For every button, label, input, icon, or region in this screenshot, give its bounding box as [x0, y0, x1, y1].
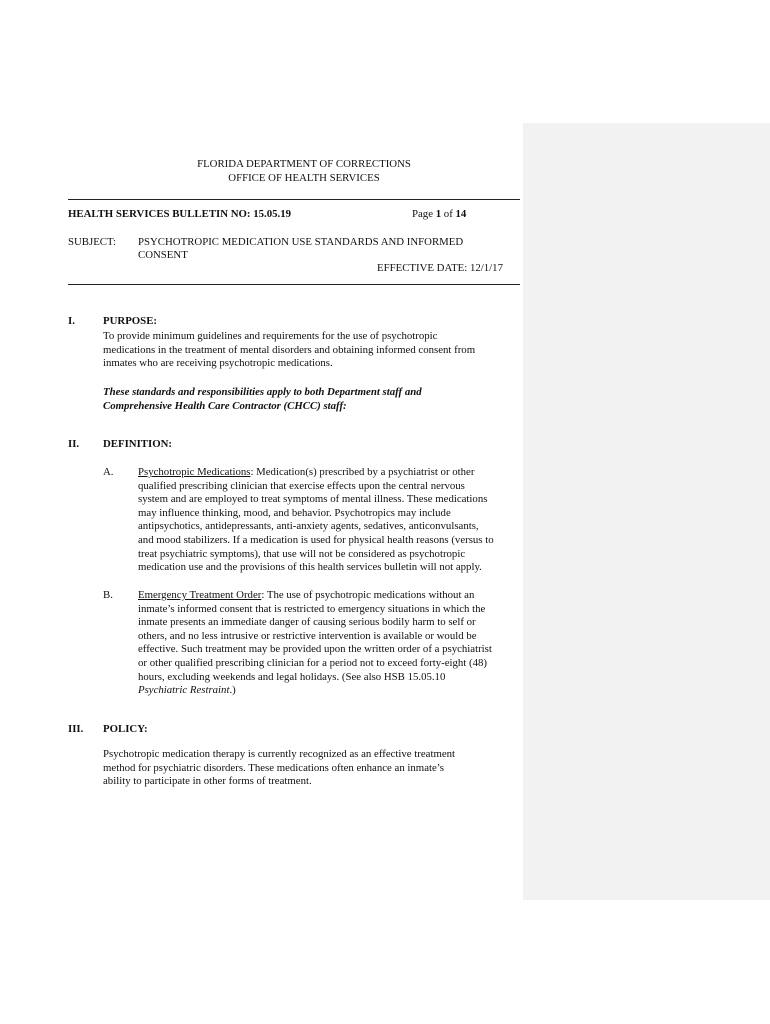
definition-a-line: medication use and the provisions of this health services bulletin will not apply.: [138, 561, 482, 574]
policy-text: [103, 748, 455, 789]
purpose-line: medications in the treatment of mental disorders and obtaining informed consent from: [103, 343, 476, 356]
definition-a-line: qualified prescribing clinician that exercise effects upon the central nervous: [138, 479, 465, 492]
definition-a-line: antipsychotics, antidepressants, anti-anxiety agents, sedatives, anticonvulsants,: [138, 520, 479, 533]
header-rule-bottom: [68, 284, 520, 285]
definition-a-text: [138, 466, 494, 575]
definition-a-line: treat psychiatric symptoms), that use will not be considered as psychotropic: [138, 547, 466, 560]
page-indicator: Page 1 of 14: [412, 208, 467, 220]
policy-line: Psychotropic medication therapy is currently recognized as an effective treatment: [103, 748, 456, 760]
bulletin-number: HEALTH SERVICES BULLETIN NO: 15.05.19: [68, 208, 292, 220]
office-name: OFFICE OF HEALTH SERVICES: [228, 172, 380, 184]
policy-heading: POLICY:: [103, 723, 148, 735]
definition-a-line: system and are employed to treat symptoms of mental illness. These medications: [138, 493, 488, 506]
definition-b-first-line: Emergency Treatment Order: The use of psychotropic medications without an: [138, 589, 475, 601]
purpose-line: To provide minimum guidelines and requirements for the use of psychotropic: [103, 330, 438, 342]
definition-b-line: others, and no less intrusive or restrictive intervention is available or would be: [138, 629, 477, 642]
agency-name: FLORIDA DEPARTMENT OF CORRECTIONS: [197, 158, 411, 170]
definition-a-term: Psychotropic Medications: [138, 466, 251, 478]
definition-b-line: inmate’s informed consent that is restricted to emergency situations in which the: [138, 602, 486, 615]
policy-line: ability to participate in other forms of treatment.: [103, 775, 312, 788]
definition-b-line: inmate presents an immediate danger of causing serious bodily harm to self or: [138, 616, 476, 629]
definition-numeral: II.: [68, 438, 80, 450]
definition-heading: DEFINITION:: [103, 438, 172, 450]
definition-b-letter: B.: [103, 589, 113, 601]
subject-line-2: CONSENT: [138, 249, 188, 261]
definition-a-first-line: Psychotropic Medications: Medication(s) prescribed by a psychiatrist or other: [138, 466, 475, 478]
policy-line: method for psychiatric disorders. These medications often enhance an inmate’s: [103, 761, 444, 774]
purpose-heading: PURPOSE:: [103, 315, 157, 327]
subject-line-1: PSYCHOTROPIC MEDICATION USE STANDARDS AND INFORMED: [138, 236, 464, 248]
purpose-line: inmates who are receiving psychotropic medications.: [103, 357, 333, 370]
subject-label: SUBJECT:: [68, 236, 117, 248]
definition-b-line: effective. Such treatment may be provided upon the written order of a psychiatrist: [138, 643, 492, 656]
definition-b-term: Emergency Treatment Order: [138, 589, 262, 601]
definition-b-text: [138, 589, 492, 698]
purpose-numeral: I.: [68, 315, 75, 327]
definition-b-ref-line: Psychiatric Restraint.): [138, 684, 236, 697]
definition-b-line: or other qualified prescribing clinician for a period not to exceed forty-eight (48): [138, 656, 487, 669]
purpose-emphasis: [103, 386, 422, 413]
emphasis-line: Comprehensive Health Care Contractor (CHCC) staff:: [103, 399, 347, 412]
definition-b-line: hours, excluding weekends and legal holidays. (See also HSB 15.05.10: [138, 670, 446, 683]
definition-a-letter: A.: [103, 466, 114, 478]
definition-a-line: may influence thinking, mood, and behavior. Psychotropics may include: [138, 506, 451, 519]
emphasis-line: These standards and responsibilities apply to both Department staff and: [103, 386, 422, 398]
header-rule-top: [68, 199, 520, 200]
purpose-text: [103, 330, 475, 371]
effective-date: EFFECTIVE DATE: 12/1/17: [377, 262, 503, 274]
policy-numeral: III.: [68, 723, 84, 735]
definition-a-line: and mood stabilizers. If a medication is used for physical health reasons (versus to: [138, 533, 494, 546]
comment-pane: [523, 123, 770, 900]
definition-b-ref: Psychiatric Restraint: [138, 684, 230, 697]
